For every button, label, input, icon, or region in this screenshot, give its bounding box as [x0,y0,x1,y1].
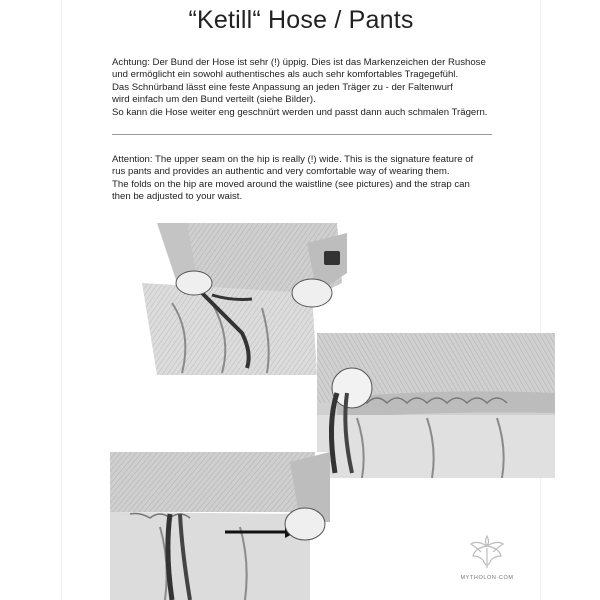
mytholon-logo [457,530,517,592]
german-paragraph [112,57,532,119]
english-line: rus pants and provides an authentic and very comfortable way of wearing them. [112,166,450,178]
english-line: Attention: The upper seam on the hip is really (!) wide. This is the signature feature of [112,154,474,165]
english-line: The folds on the hip are moved around the waistline (see pictures) and the strap can [112,178,470,190]
german-line: Das Schnürband lässt eine feste Anpassung an jeden Träger zu - der Faltenwurf [112,81,453,93]
photo-folds-arrow [100,452,330,600]
german-line: und ermöglicht ein sowohl authentisches als auch sehr komfortables Tragegefühl. [112,69,459,81]
section-divider [112,134,492,135]
document-page [62,0,540,600]
english-line: then be adjusted to your waist. [112,191,243,203]
photo-waistband-stretched [102,223,347,375]
german-line: So kann die Hose weiter eng geschnürt werden und passt dann auch schmalen Trägern. [112,106,488,118]
photo-folds-at-waist [317,333,555,478]
english-paragraph [112,154,532,204]
page-title: “Ketill“ Hose / Pants [188,6,414,34]
german-line: wird einfach um den Bund verteilt (siehe Bilder). [112,94,316,106]
phoenix-icon [467,530,507,574]
german-line: Achtung: Der Bund der Hose ist sehr (!) üppig. Dies ist das Markenzeichen der Rushose [112,57,486,68]
logo-text: MYTHOLON·COM [460,575,514,581]
